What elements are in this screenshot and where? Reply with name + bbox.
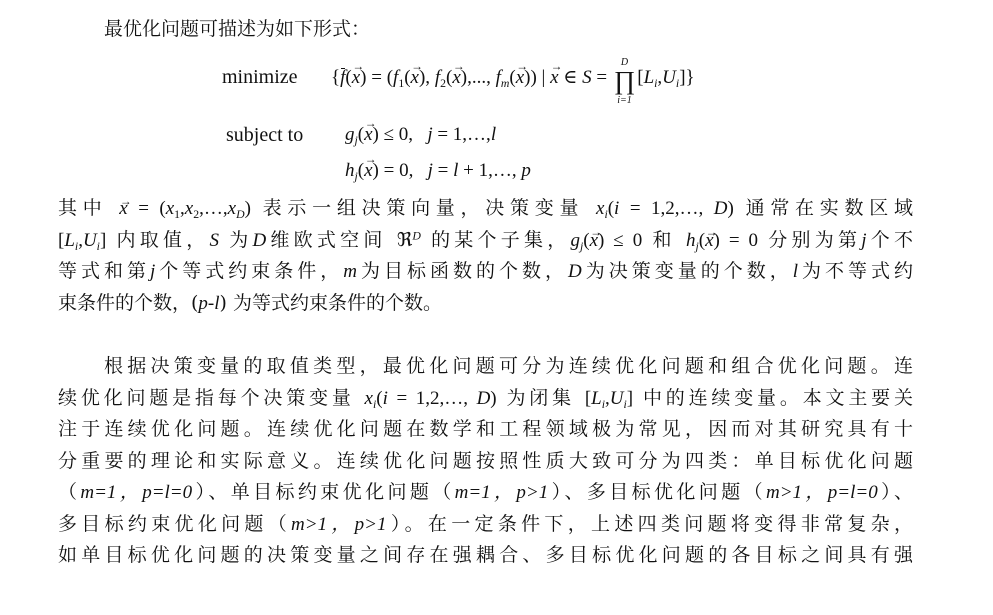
minimize-label: minimize <box>222 66 298 88</box>
para2-line6: 多目标约束优化问题（m>1，p>1）。在一定条件下，上述四类问题将变得非常复杂， <box>58 512 913 535</box>
product-symbol: D ∏ i=1 <box>613 56 636 106</box>
para2-line7: 如单目标优化问题的决策变量之间存在强耦合、多目标优化问题的各目标之间具有强 <box>58 544 913 566</box>
para2-line5: （m=1，p=l=0）、单目标约束优化问题（m=1，p>1）、多目标优化问题（m>1，p=l=0）、 <box>58 481 913 503</box>
intro-text: 最优化问题可描述为如下形式： <box>104 18 371 40</box>
paragraph-definitions <box>58 193 913 319</box>
para2-line1: 根据决策变量的取值类型，最优化问题可分为连续优化问题和组合优化问题。连 <box>104 355 913 377</box>
para2-line4: 分重要的理论和实际意义。连续优化问题按照性质大致可分为四类：单目标优化问题 <box>58 449 913 472</box>
para2-line3: 注于连续优化问题。连续优化问题在数学和工程领域极为常见，因而对其研究具有十 <box>58 418 913 440</box>
paragraph-classification <box>58 351 913 572</box>
para1-line2: $[L_i,U_i]$ 内取值，S 为D维欧式空间 ℜ$^D$ 的某个子集，$g_j(\to x) \le 0$ 和 $h_j(\to x) = 0$ 分别为第j个不 <box>58 225 913 257</box>
para1-line4: 束条件的个数，(p-l) 为等式约束条件的个数。 <box>58 291 442 314</box>
para1-line3: 等式和第j个等式约束条件，m为目标函数的个数，D为决策变量的个数，l为不等式约 <box>58 260 913 282</box>
para2-line2: 续优化问题是指每个决策变量 $x_i(i$ = 1,2,…, D) 为闭集 $[L_i,U_i]$ 中的连续变量。本文主要关 <box>58 386 913 411</box>
subject-to-label: subject to <box>226 124 304 146</box>
h-constraint: $h_j(\to x) = 0$, j = l + 1,…, p <box>345 160 531 182</box>
objective-formula: {$f(\to x) = (f_1(\to x)$, $f_2(\to x)$,..., $f_m(\to x)$) | → x ∈ S = D ∏ i=1 $[L_i,U_i]$} <box>331 66 695 94</box>
g-constraint: $g_j(\to x) \le 0$, j = 1,…,l <box>345 124 496 146</box>
para1-line1: 其中 → $x = (x_1,x_2,\dots,x_D)$ 表示一组决策向量，决策变量 $x_i(i$ = 1,2,…, D) 通常在实数区域 <box>58 193 913 225</box>
